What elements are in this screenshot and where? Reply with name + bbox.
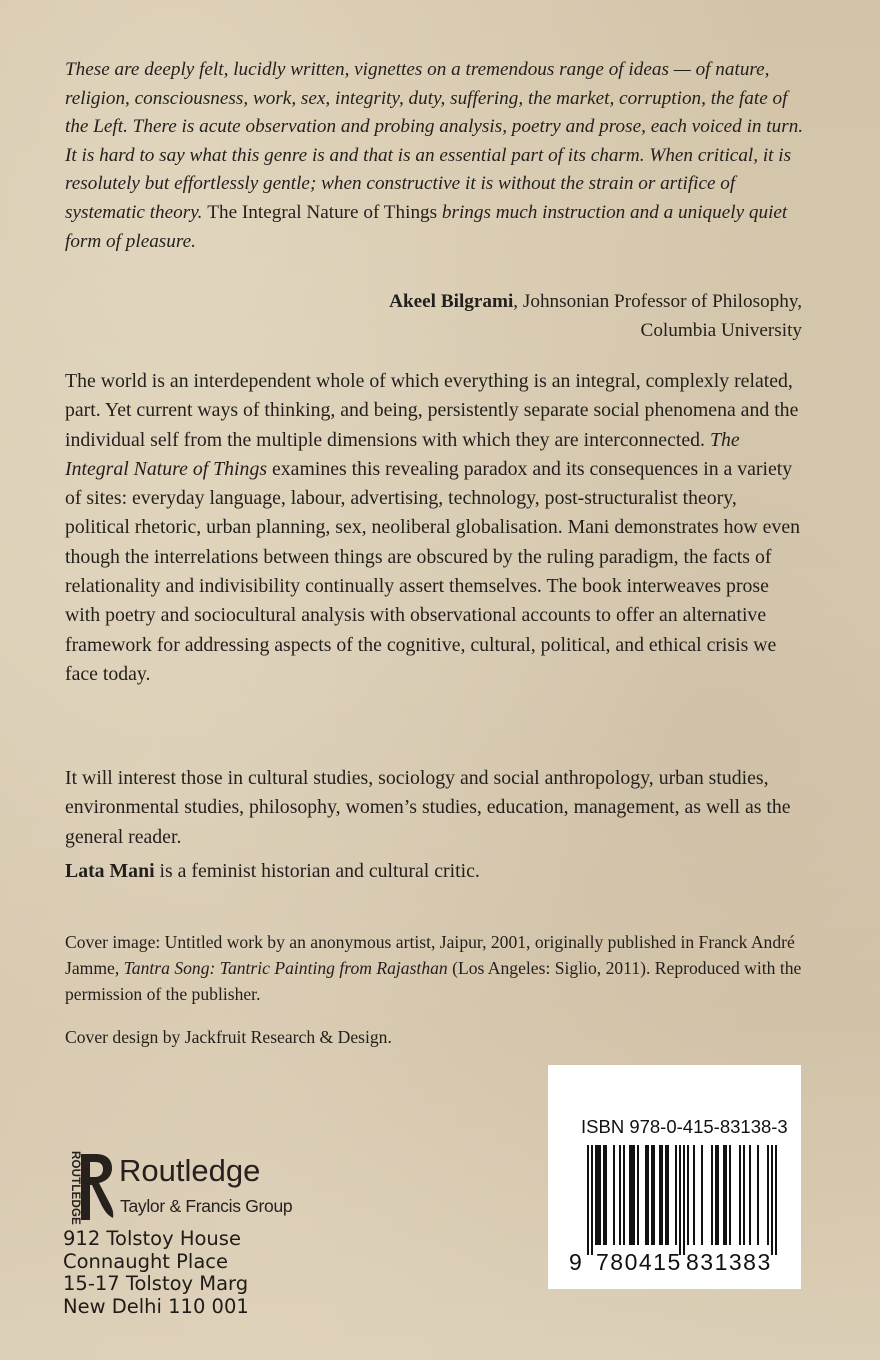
publisher-address — [63, 1228, 249, 1318]
credit-title: Tantra Song: Tantric Painting from Rajasthan — [123, 958, 448, 979]
address-line: Connaught Place — [63, 1249, 228, 1273]
barcode-bar — [665, 1145, 667, 1245]
barcode-bar — [597, 1145, 599, 1245]
barcode-bar — [701, 1145, 703, 1245]
endorser-name: Akeel Bilgrami — [389, 291, 514, 312]
barcode-bar — [771, 1145, 773, 1255]
barcode-bar — [717, 1145, 719, 1245]
routledge-vertical-wordmark — [58, 1150, 81, 1225]
isbn-barcode — [548, 1065, 801, 1289]
description-intro: The world is an interdependent whole of which everything is an integral, complexly related, part. Yet current ways of thinking, and being, persistently separate social phenomena and the individual self from the multiple dimensions with which they are interconnected. — [65, 370, 799, 451]
cover-image-credit — [65, 929, 805, 1008]
barcode-bar — [629, 1145, 631, 1245]
book-description — [65, 367, 805, 689]
endorsement-quote — [65, 56, 805, 256]
cover-design-credit: Cover design by Jackfruit Research & Design. — [65, 1027, 392, 1047]
barcode-bar — [603, 1145, 605, 1245]
endorser-role: , Johnsonian Professor of Philosophy, — [513, 291, 802, 312]
barcode-bar — [647, 1145, 649, 1245]
barcode-bar — [693, 1145, 695, 1245]
quote-text-part1: These are deeply felt, lucidly written, vignettes on a tremendous range of ideas — of nature, religion, consciousness, work, sex, integrity, duty, suffering, the market, corruption, the fate of the Left. There is acute observation and probing analysis, poetry and prose, each voiced in turn. It is hard to say what this genre is and that is an essential part of its charm. When critical, it is resolutely but effortlessly gentle; when constructive it is without the strain or artifice of systematic theory. — [65, 59, 804, 223]
barcode-bar — [587, 1145, 589, 1255]
barcode-digits-right: 831383 — [686, 1249, 772, 1275]
endorsement-attribution — [202, 288, 802, 345]
endorser-affiliation: Columbia University — [640, 319, 802, 341]
description-book-title: The Integral Nature of Things — [65, 428, 740, 480]
barcode-bar — [659, 1145, 661, 1245]
barcode-bar — [723, 1145, 725, 1245]
author-bio-text: is a feminist historian and cultural critic. — [159, 860, 480, 882]
barcode-bar — [715, 1145, 717, 1245]
barcode-bar — [595, 1145, 597, 1245]
address-line: 912 Tolstoy House — [63, 1227, 241, 1250]
barcode-bar — [739, 1145, 741, 1245]
barcode-bar — [631, 1145, 633, 1245]
routledge-r-logo-icon — [77, 1152, 115, 1222]
barcode-bar — [605, 1145, 607, 1245]
barcode-bar — [637, 1145, 639, 1245]
barcode-bar — [711, 1145, 713, 1245]
barcode-bar — [661, 1145, 663, 1245]
author-name: Lata Mani — [65, 860, 155, 882]
barcode-bar — [775, 1145, 777, 1255]
barcode-bar — [645, 1145, 647, 1245]
isbn-label: ISBN 978-0-415-83138-3 — [581, 1116, 788, 1137]
barcode-bar — [767, 1145, 769, 1245]
barcode-bar — [599, 1145, 601, 1245]
description-body: examines this revealing paradox and its consequences in a variety of sites: everyday language, labour, advertising, technology, post-structuralist theory, political rhetoric, urban planning, sex, neoliberal globalisation. Mani demonstrates how even though the interrelations between things are obscured by the ruling paradigm, the facts of relationality and indivisibility continually assert themselves. The book interweaves prose with poetry and sociocultural analysis with observational accounts to offer an alternative framework for addressing aspects of the cognitive, cultural, political, and ethical crisis we face today. — [65, 457, 801, 685]
author-bio — [65, 857, 805, 886]
address-line: 15-17 Tolstoy Marg — [63, 1272, 249, 1296]
credit-part2: (Los Angeles: Siglio, 2011). Reproduced with the permission of the publisher. — [65, 958, 802, 1005]
barcode-bar — [591, 1145, 593, 1255]
barcode-bar — [729, 1145, 731, 1245]
barcode-bar — [683, 1145, 685, 1255]
publisher-logo — [58, 1150, 318, 1226]
barcode-bar — [651, 1145, 653, 1245]
publisher-name: Routledge — [119, 1153, 261, 1188]
barcode-bar — [749, 1145, 751, 1245]
barcode-digit-prefix: 9 — [569, 1249, 582, 1275]
barcode-bar — [757, 1145, 759, 1245]
barcode-bar — [613, 1145, 615, 1245]
quote-book-title: The Integral Nature of Things — [207, 201, 438, 223]
quote-text-part2: brings much instruction and a uniquely quiet form of pleasure. — [65, 201, 788, 252]
credit-part1: Cover image: Untitled work by an anonymous artist, Jaipur, 2001, originally published in Franck André Jamme, — [65, 932, 795, 979]
barcode-bar — [675, 1145, 677, 1245]
address-line: New Delhi 110 001 — [63, 1294, 249, 1318]
barcode-bar — [743, 1145, 745, 1245]
barcode-bar — [687, 1145, 689, 1245]
barcode-bar — [619, 1145, 621, 1245]
logo-vertical-text: ROUTLEDGE — [69, 1151, 81, 1225]
barcode-bar — [679, 1145, 681, 1255]
barcode-bar — [633, 1145, 635, 1245]
barcode-bar — [725, 1145, 727, 1245]
barcode-bar — [653, 1145, 655, 1245]
barcode-digits-left: 780415 — [596, 1249, 682, 1275]
barcode-bar — [667, 1145, 669, 1245]
audience-paragraph: It will interest those in cultural studies, sociology and social anthropology, urban studies, environmental studies, philosophy, women’s studies, education, management, as well as the general reader. — [65, 767, 791, 848]
publisher-group: Taylor & Francis Group — [120, 1196, 293, 1216]
barcode-bar — [623, 1145, 625, 1245]
